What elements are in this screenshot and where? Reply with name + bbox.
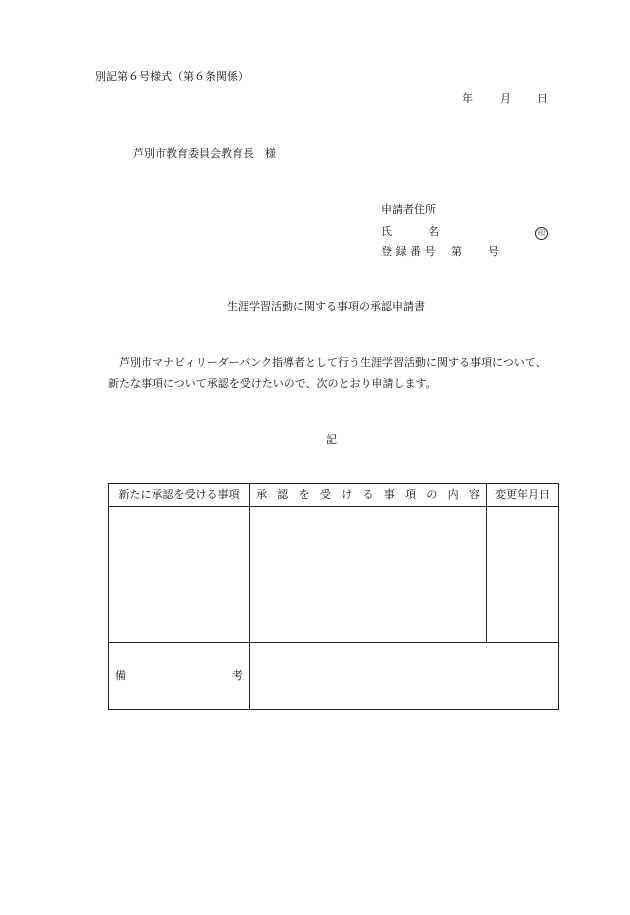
registration-dai: 第 xyxy=(451,245,462,258)
remarks-char-2: 考 xyxy=(232,669,243,682)
applicant-name-label-2: 名 xyxy=(428,225,439,238)
year-label: 年 xyxy=(462,92,473,105)
remarks-content-cell[interactable] xyxy=(250,643,559,710)
header-approval-content-chars xyxy=(250,488,486,502)
applicant-address-label: 申請者住所 xyxy=(381,203,436,216)
body-line-2: 新たな事項について承認を受けたいので、次のとおり申請します。 xyxy=(108,377,437,390)
header-change-date: 変更年月日 xyxy=(487,484,559,507)
table-header-row xyxy=(109,484,559,507)
document-title: 生涯学習活動に関する事項の承認申請書 xyxy=(227,300,425,313)
seal-mark: 印 xyxy=(535,227,548,240)
application-table xyxy=(108,483,559,710)
seal-icon xyxy=(535,225,548,240)
header-approval-content-char: 項 xyxy=(405,488,417,501)
month-label: 月 xyxy=(500,92,511,105)
form-label: 別記第６号様式（第６条関係） xyxy=(95,70,249,83)
header-approval-content xyxy=(250,484,487,507)
header-approval-content-char: を xyxy=(298,488,310,501)
header-approval-content-char: の xyxy=(426,488,438,501)
table-remarks-row xyxy=(109,643,559,710)
day-label: 日 xyxy=(537,92,548,105)
registration-go: 号 xyxy=(488,245,499,258)
header-approval-content-char: 承 xyxy=(256,488,267,501)
header-approval-content-char: 容 xyxy=(468,488,480,501)
remarks-label xyxy=(109,669,249,683)
remarks-label-cell xyxy=(109,643,250,710)
table-entry-row xyxy=(109,507,559,643)
entry-new-matters-cell[interactable] xyxy=(109,507,250,643)
header-approval-content-char: る xyxy=(362,488,374,501)
registration-label: 登 録 番 号 xyxy=(381,245,436,258)
ki-label: 記 xyxy=(326,433,337,446)
header-approval-content-char: 事 xyxy=(383,488,395,501)
applicant-name-label-1: 氏 xyxy=(381,225,392,238)
remarks-char-1: 備 xyxy=(115,669,126,682)
addressee: 芦別市教育委員会教育長 様 xyxy=(133,147,276,160)
body-line-1: 芦別市マナビィリーダーバンク指導者として行う生涯学習活動に関する事項について、 xyxy=(119,356,547,369)
header-approval-content-char: け xyxy=(341,488,353,501)
header-approval-content-char: 認 xyxy=(277,488,289,501)
entry-change-date-cell[interactable] xyxy=(487,507,559,643)
header-approval-content-char: 受 xyxy=(319,488,331,501)
header-approval-content-char: 内 xyxy=(447,488,459,501)
header-new-matters: 新たに承認を受ける事項 xyxy=(109,484,250,507)
entry-approval-content-cell[interactable] xyxy=(250,507,487,643)
